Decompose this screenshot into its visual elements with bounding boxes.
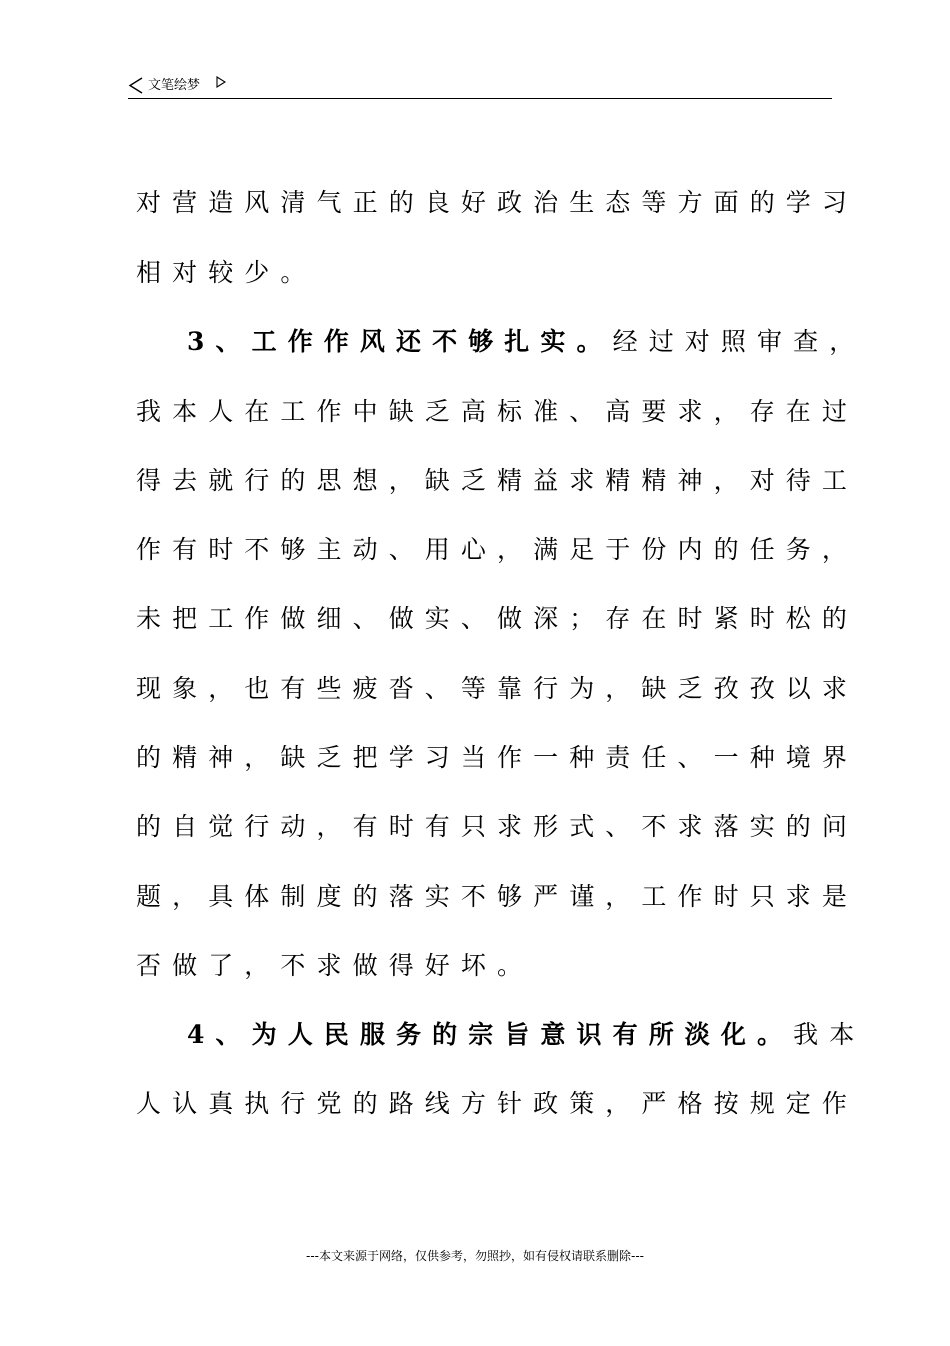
section-heading-line: 3、工作作风还不够扎实。经过对照审查， <box>187 327 866 356</box>
right-triangle-icon <box>216 76 226 88</box>
body-line: 否做了，不求做得好坏。 <box>136 951 534 980</box>
section-heading-line: 4、为人民服务的宗旨意识有所淡化。我本 <box>187 1020 866 1049</box>
body-line: 对营造风清气正的良好政治生态等方面的学习 <box>136 188 859 217</box>
body-line: 现象，也有些疲沓、等靠行为，缺乏孜孜以求 <box>136 674 859 703</box>
body-line: 我本人在工作中缺乏高标准、高要求，存在过 <box>136 397 859 426</box>
body-line: 相对较少。 <box>136 258 317 287</box>
page-header <box>128 74 832 99</box>
body-line: 人认真执行党的路线方针政策，严格按规定作 <box>136 1089 859 1118</box>
body-line: 作有时不够主动、用心，满足于份内的任务， <box>136 535 859 564</box>
body-line: 题，具体制度的落实不够严谨，工作时只求是 <box>136 882 859 911</box>
section-heading: 4、为人民服务的宗旨意识有所淡化。 <box>187 1020 794 1049</box>
body-line: 的自觉行动，有时有只求形式、不求落实的问 <box>136 812 859 841</box>
body-line: 的精神，缺乏把学习当作一种责任、一种境界 <box>136 743 859 772</box>
footer-disclaimer: ---本文来源于网络，仅供参考，勿照抄，如有侵权请联系删除--- <box>306 1249 644 1263</box>
left-triangle-icon <box>128 77 144 94</box>
body-line: 未把工作做细、做实、做深；存在时紧时松的 <box>136 604 859 633</box>
body-line: 得去就行的思想，缺乏精益求精精神，对待工 <box>136 466 859 495</box>
header-title: 文笔绘梦 <box>148 78 201 93</box>
section-heading: 3、工作作风还不够扎实。 <box>187 327 613 356</box>
